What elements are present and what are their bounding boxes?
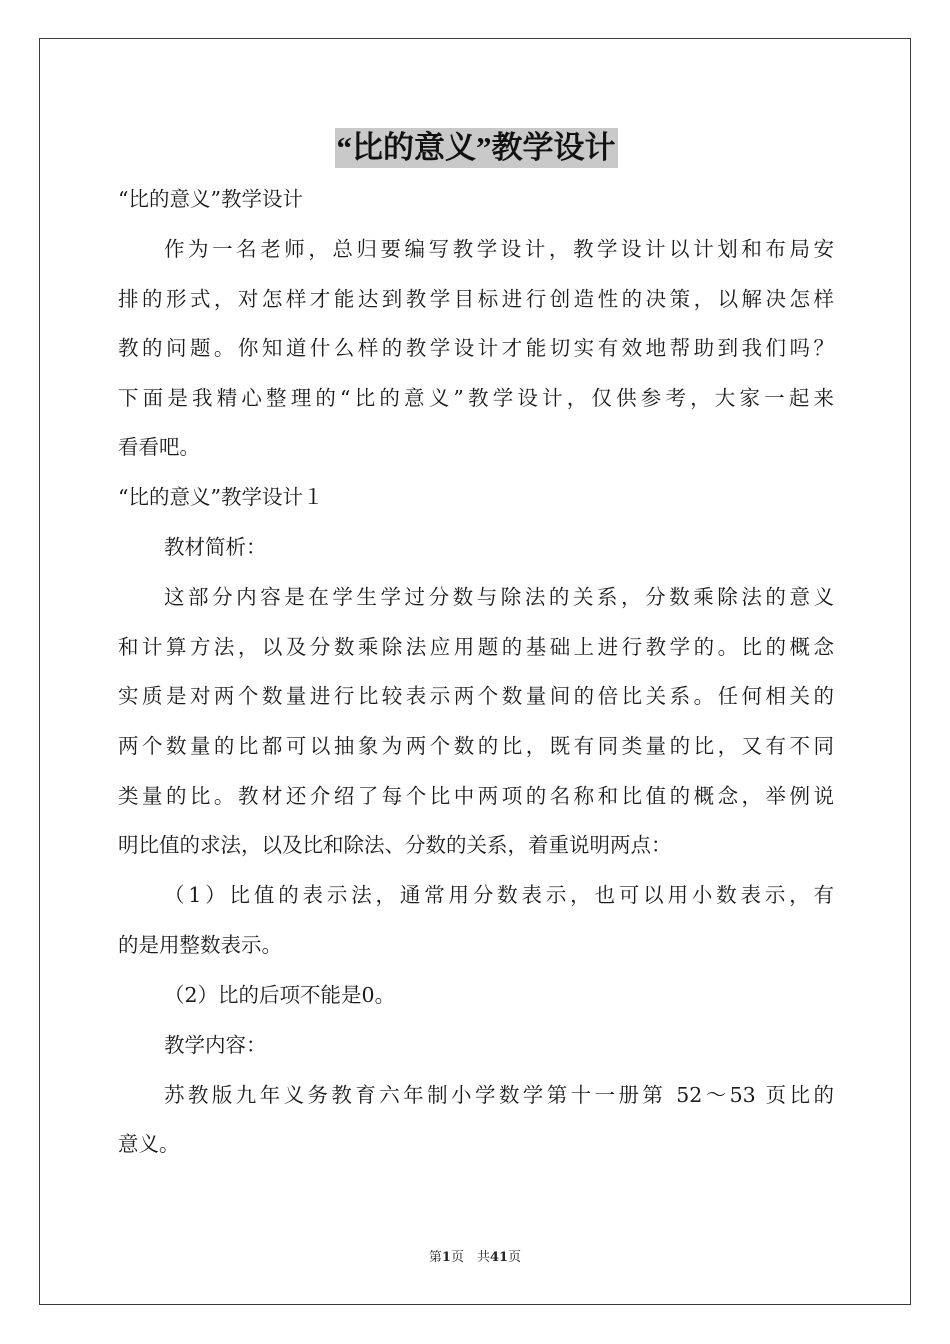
section-heading: “比的意义”教学设计１ [118, 485, 324, 509]
page-footer [0, 1246, 950, 1265]
intro-line: 看看吧。 [118, 435, 200, 459]
document-subtitle: “比的意义”教学设计 [118, 187, 303, 211]
intro-line: 教的问题。你知道什么样的教学设计才能切实有效地帮助到我们吗？ [118, 336, 834, 360]
material-line: 类量的比。教材还介绍了每个比中两项的名称和比值的概念，举例说 [118, 784, 834, 808]
intro-line: 下面是我精心整理的“比的意义”教学设计，仅供参考，大家一起来 [118, 386, 834, 410]
content-line: 意义。 [118, 1132, 180, 1156]
material-line: 和计算方法，以及分数乘除法应用题的基础上进行教学的。比的概念 [118, 635, 834, 659]
footer-prefix: 第 [428, 1250, 442, 1265]
material-heading: 教材简析： [164, 535, 267, 559]
intro-line: 作为一名老师，总归要编写教学设计，教学设计以计划和布局安 [164, 237, 834, 261]
point-1-line: （1）比值的表示法，通常用分数表示，也可以用小数表示，有 [164, 883, 834, 907]
footer-suffix: 页 [508, 1250, 522, 1265]
material-line: 明比值的求法，以及比和除法、分数的关系，着重说明两点： [118, 833, 672, 857]
material-line: 这部分内容是在学生学过分数与除法的关系，分数乘除法的意义 [164, 585, 834, 609]
intro-line: 排的形式，对怎样才能达到教学目标进行创造性的决策，以解决怎样 [118, 287, 834, 311]
material-line: 两个数量的比都可以抽象为两个数的比，既有同类量的比，又有不同 [118, 734, 834, 758]
footer-total-pages: 41 [489, 1250, 509, 1265]
point-1-line: 的是用整数表示。 [118, 933, 282, 957]
document-title: “比的意义”教学设计 [335, 128, 618, 168]
footer-mid: 页 共 [450, 1250, 490, 1265]
material-line: 实质是对两个数量进行比较表示两个数量间的倍比关系。任何相关的 [118, 684, 834, 708]
footer-page-number: 1 [441, 1250, 451, 1265]
page-border [39, 38, 911, 1305]
content-heading: 教学内容： [164, 1033, 267, 1057]
content-line: 苏教版九年义务教育六年制小学数学第十一册第 52～53 页比的 [164, 1083, 834, 1107]
point-2-line: （2）比的后项不能是0。 [164, 983, 396, 1007]
